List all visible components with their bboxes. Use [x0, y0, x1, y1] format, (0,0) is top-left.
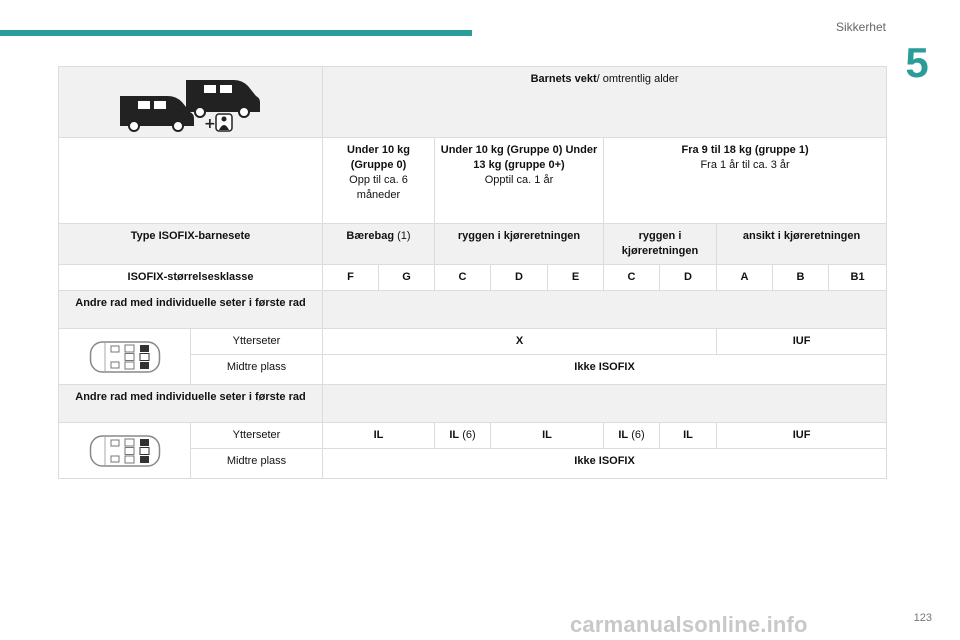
- section-title-cell: Andre rad med individuelle seter i første rad: [59, 291, 323, 329]
- weight-group-cell: [435, 138, 604, 224]
- isofix-value-cell: Ikke ISOFIX: [323, 449, 887, 479]
- chapter-number: 5: [905, 39, 929, 86]
- isofix-value-note: (6): [462, 429, 476, 441]
- size-class-cell: E: [548, 265, 604, 291]
- type-note: (1): [397, 230, 411, 242]
- table-row: [59, 138, 887, 224]
- empty-cell: [323, 291, 887, 329]
- size-class-cell: F: [323, 265, 379, 291]
- type-bold: ryggen i kjøreretningen: [621, 230, 699, 257]
- table-row: [59, 265, 887, 291]
- weight-group-cell: [323, 138, 435, 224]
- seat-layout-icon: [89, 433, 161, 469]
- isofix-value-note: (6): [631, 429, 645, 441]
- empty-cell: [59, 138, 323, 224]
- empty-cell: [323, 385, 887, 423]
- weight-group-normal: Opp til ca. 6 måneder: [349, 174, 408, 201]
- type-bold: ryggen i kjøreretningen: [457, 230, 581, 242]
- table-row: [59, 291, 887, 329]
- isofix-value-bold: IL: [683, 429, 693, 441]
- isofix-value-cell: [660, 423, 717, 449]
- size-label-cell: ISOFIX-størrelsesklasse: [59, 265, 323, 291]
- size-class-cell: D: [660, 265, 717, 291]
- weight-group-normal: Fra 1 år til ca. 3 år: [700, 159, 790, 171]
- section-title-cell: Andre rad med individuelle seter i første rad: [59, 385, 323, 423]
- weight-header-bold: Barnets vekt: [530, 73, 597, 85]
- isofix-value-bold: IUF: [792, 429, 811, 441]
- isofix-value-bold: IL: [373, 429, 384, 441]
- seat-position-label: Ytterseter: [191, 329, 323, 355]
- type-bold: ansikt i kjøreretningen: [742, 230, 861, 242]
- car-pictogram-cell: [59, 67, 323, 138]
- weight-group-normal: Opptil ca. 1 år: [484, 174, 554, 186]
- table-row: [59, 67, 887, 138]
- watermark: carmanualsonline.info: [570, 612, 808, 637]
- weight-group-bold: Under 10 kg (Gruppe 0): [347, 144, 410, 171]
- type-cell: [435, 224, 604, 265]
- seat-position-label: Midtre plass: [191, 449, 323, 479]
- weight-group-bold: Fra 9 til 18 kg (gruppe 1): [681, 144, 809, 156]
- isofix-value-cell: [717, 423, 887, 449]
- isofix-value-bold: IL: [449, 429, 460, 441]
- svg-text:+: +: [203, 116, 216, 132]
- type-bold: Bærebag: [346, 230, 395, 242]
- weight-header-cell: [323, 67, 887, 138]
- size-class-cell: A: [717, 265, 773, 291]
- isofix-value-cell: IUF: [717, 329, 887, 355]
- type-label-cell: Type ISOFIX-barnesete: [59, 224, 323, 265]
- type-cell: [323, 224, 435, 265]
- section-title: Sikkerhet: [835, 20, 886, 34]
- isofix-table: [58, 66, 887, 479]
- table-row: [59, 423, 887, 449]
- isofix-value-cell: [435, 423, 491, 449]
- weight-group-bold: Under 10 kg (Gruppe 0) Under 13 kg (gruppe 0+): [440, 144, 598, 171]
- size-class-cell: D: [491, 265, 548, 291]
- seat-position-label: Midtre plass: [191, 355, 323, 385]
- header-accent-bar: [0, 30, 472, 36]
- isofix-value-cell: [491, 423, 604, 449]
- weight-header-rest: / omtrentlig alder: [596, 73, 679, 85]
- table-row: [59, 329, 887, 355]
- table-row: [59, 385, 887, 423]
- type-cell: [717, 224, 887, 265]
- type-cell: [604, 224, 717, 265]
- isofix-value-bold: IL: [618, 429, 629, 441]
- table-row: [59, 224, 887, 265]
- size-class-cell: C: [435, 265, 491, 291]
- isofix-value-bold: IL: [542, 429, 552, 441]
- van-child-seat-icon: [116, 76, 266, 132]
- isofix-value-cell: Ikke ISOFIX: [323, 355, 887, 385]
- isofix-value-cell: [323, 423, 435, 449]
- isofix-value-cell: [604, 423, 660, 449]
- seat-layout-icon: [89, 339, 161, 375]
- seat-diagram-cell: [59, 329, 191, 385]
- size-class-cell: C: [604, 265, 660, 291]
- size-class-cell: B1: [829, 265, 887, 291]
- seat-position-label: Ytterseter: [191, 423, 323, 449]
- isofix-value-cell: X: [323, 329, 717, 355]
- page-number: 123: [913, 612, 932, 624]
- size-class-cell: B: [773, 265, 829, 291]
- seat-diagram-cell: [59, 423, 191, 479]
- size-class-cell: G: [379, 265, 435, 291]
- weight-group-cell: [604, 138, 887, 224]
